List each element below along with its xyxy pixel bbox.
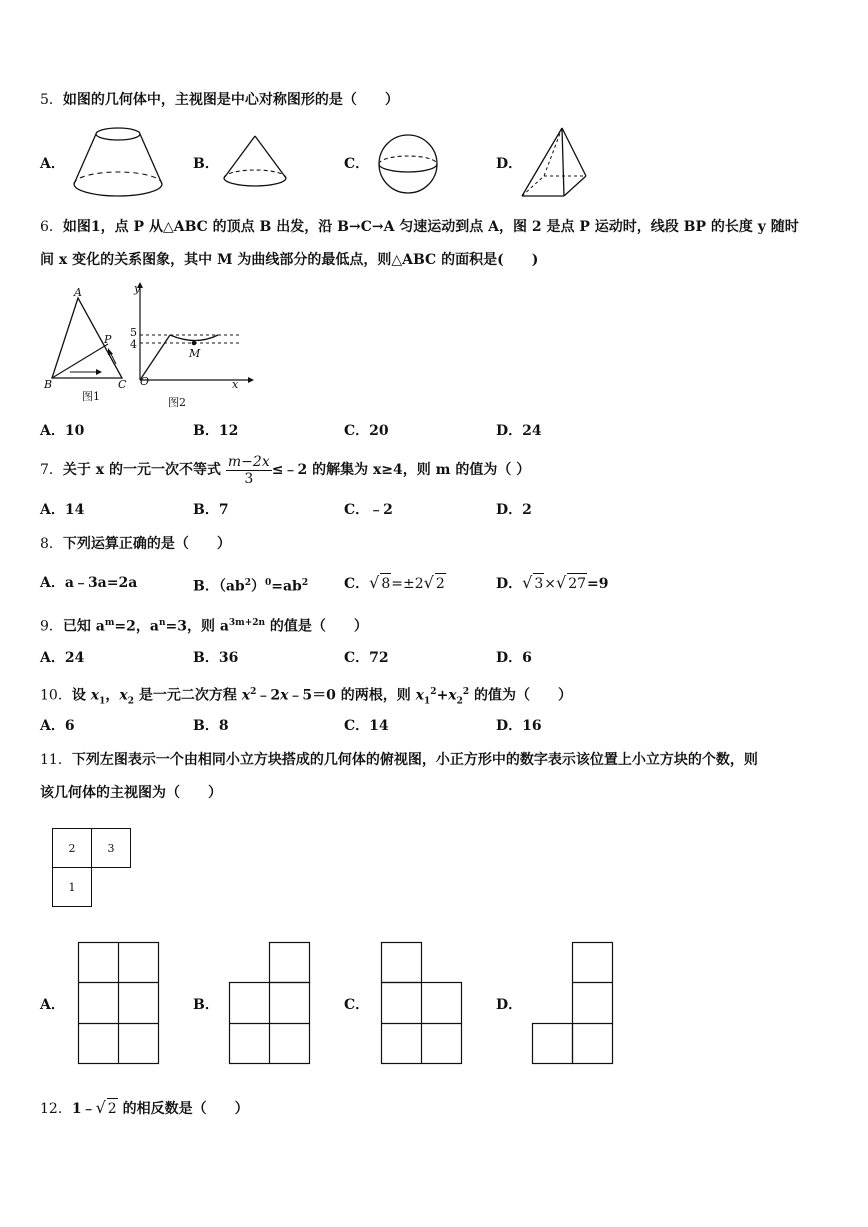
q10-option-a — [40, 716, 75, 736]
question-text: 设 — [71, 687, 91, 704]
option-label: A． — [40, 718, 65, 734]
question-text-post: ≤﹣2 的解集为 x≥4，则 m 的值为（ ） — [271, 462, 531, 478]
expr-part: =±2 — [391, 576, 424, 592]
superscript: 2 — [430, 687, 437, 697]
question-5 — [40, 90, 399, 110]
superscript: 2 — [462, 687, 470, 697]
option-value: 14 — [369, 718, 389, 734]
option-label: C． — [344, 576, 370, 592]
option-label: A． — [40, 575, 65, 591]
option-value: 2 — [522, 502, 532, 518]
fig2-origin-label: O — [140, 375, 150, 388]
option-label: C． — [344, 502, 370, 518]
question-text: =3，则 a — [165, 618, 229, 635]
option-value: 20 — [369, 423, 389, 439]
question-text: 1﹣ — [71, 1101, 96, 1117]
fraction-denominator: 3 — [244, 470, 254, 487]
variable: x — [90, 687, 100, 704]
option-label: B． — [193, 650, 219, 666]
option-value: 12 — [218, 423, 239, 439]
question-text-line2: 间 x 变化的关系图象，其中 M 为曲线部分的最低点，则△ABC 的面积是( ) — [40, 252, 539, 268]
q7-option-c — [344, 500, 393, 520]
front-view-option-d — [532, 942, 614, 1066]
option-value: 16 — [522, 718, 542, 734]
option-value: 24 — [522, 423, 542, 439]
option-a-label: A． — [40, 156, 65, 172]
option-value: 10 — [64, 423, 85, 439]
question-number: 10． — [40, 687, 72, 704]
option-value: 6 — [522, 650, 532, 666]
q6-option-a — [40, 421, 84, 441]
question-11-line2 — [40, 783, 222, 803]
question-number: 11． — [40, 752, 72, 768]
expr-part: =ab — [271, 578, 302, 595]
option-label: D． — [496, 718, 523, 734]
question-number: 5． — [40, 92, 63, 108]
q6-option-c — [344, 421, 389, 441]
superscript: 0 — [264, 578, 272, 588]
radical-icon: √ — [556, 573, 567, 592]
fig1-label-p: P — [104, 333, 112, 346]
question-text: 如图的几何体中，主视图是中心对称图形的是（ ） — [62, 92, 399, 108]
option-value: a﹣3a=2a — [64, 575, 138, 591]
superscript: 2 — [301, 578, 309, 588]
variable: x — [415, 687, 425, 704]
radical-icon: √ — [522, 573, 533, 592]
option-value: 6 — [64, 718, 75, 734]
radicand: 8 — [380, 573, 391, 594]
option-value: ﹣2 — [369, 502, 393, 518]
option-value: 24 — [64, 650, 85, 666]
question-text-line1: 下列左图表示一个由相同小立方块搭成的几何体的俯视图，小正方形中的数字表示该位置上小立方块的个数，则 — [71, 752, 758, 768]
question-text: ﹣5＝0 的两根，则 — [288, 687, 416, 704]
question-number: 12． — [40, 1101, 72, 1117]
radical-icon: √ — [423, 573, 434, 592]
question-text-line1: 如图1，点 P 从△ABC 的顶点 B 出发，沿 B→C→A 匀速运动到点 A，图 2 是点 P 运动时，线段 BP 的长度 y 随时 — [62, 219, 799, 235]
question-text: =2，a — [114, 618, 159, 635]
question-text-line2: 该几何体的主视图为（ ） — [40, 785, 222, 801]
question-text-pre: 关于 x 的一元一次不等式 — [62, 462, 222, 478]
expr-part: × — [544, 576, 556, 592]
superscript: 2 — [244, 578, 251, 588]
radicand: 2 — [107, 1098, 118, 1119]
q11-option-d-label: D． — [496, 997, 523, 1013]
frustum-figure — [70, 124, 166, 200]
radicand: 2 — [435, 573, 446, 594]
question-6-line2 — [40, 250, 538, 270]
question-text: 已知 a — [62, 618, 105, 635]
option-label: B． — [193, 578, 219, 595]
q10-option-c — [344, 716, 389, 736]
question-text: ， — [105, 687, 120, 704]
front-view-option-c — [381, 942, 463, 1066]
question-number: 6． — [40, 219, 63, 235]
option-label: C． — [344, 650, 370, 666]
q11-option-a-label: A． — [40, 997, 65, 1013]
top-view-cell-3: 3 — [91, 828, 131, 868]
question-7 — [40, 452, 530, 488]
q8-option-c — [344, 573, 446, 594]
option-label: C． — [344, 423, 370, 439]
question-number: 7． — [40, 462, 63, 478]
fig2-tick-4: 4 — [130, 338, 137, 351]
option-c-label: C． — [344, 156, 370, 172]
question-text: + — [436, 687, 449, 704]
radicand: 3 — [533, 573, 544, 594]
q10-option-b — [193, 716, 229, 736]
question-text: 的相反数是（ ） — [117, 1101, 249, 1117]
option-label: D． — [496, 502, 523, 518]
fig1-label-a: A — [74, 286, 82, 299]
front-view-option-a — [78, 942, 160, 1066]
superscript: n — [158, 618, 166, 628]
superscript: 3m+2n — [228, 618, 266, 628]
expr-part: ） — [250, 578, 265, 595]
radical-icon: √ — [95, 1098, 106, 1117]
fraction-numerator: m−2x — [227, 453, 270, 470]
expr-part: （ab — [218, 578, 245, 595]
option-label: A． — [40, 502, 65, 518]
option-label: D． — [496, 576, 523, 592]
pyramid-figure — [518, 126, 590, 200]
fig1-label-b: B — [44, 378, 53, 391]
fraction — [226, 454, 272, 487]
question-9 — [40, 613, 368, 637]
sphere-figure — [376, 134, 440, 194]
option-value: 8 — [218, 718, 229, 734]
fig1-caption: 图1 — [82, 390, 100, 403]
q8-option-d — [496, 573, 609, 594]
fig2-x-label: x — [232, 378, 239, 391]
expr-part: =9 — [587, 576, 609, 592]
radicand: 27 — [567, 573, 587, 594]
option-label: D． — [496, 650, 523, 666]
cone-figure — [220, 134, 290, 192]
figure-2-graph — [130, 280, 260, 390]
option-label: A． — [40, 650, 65, 666]
question-8 — [40, 534, 231, 554]
fig2-y-label: y — [134, 282, 141, 295]
fig2-tick-5: 5 — [130, 326, 137, 339]
q11-option-c-label: C． — [344, 997, 370, 1013]
q9-option-c — [344, 648, 389, 668]
q8-option-b — [193, 573, 308, 597]
q7-option-b — [193, 500, 229, 520]
question-text: ﹣2 — [256, 687, 281, 704]
option-value: 14 — [64, 502, 85, 518]
subscript: 2 — [127, 696, 134, 707]
subscript: 2 — [456, 696, 463, 707]
option-label: B． — [193, 423, 219, 439]
radical-icon: √ — [369, 573, 380, 592]
question-10 — [40, 682, 572, 711]
variable: x — [280, 687, 289, 704]
option-d-label: D． — [496, 156, 523, 172]
q9-option-d — [496, 648, 532, 668]
q9-option-b — [193, 648, 238, 668]
q6-option-b — [193, 421, 238, 441]
option-label: D． — [496, 423, 523, 439]
question-text: 下列运算正确的是（ ） — [62, 536, 231, 552]
q6-option-d — [496, 421, 542, 441]
option-value: 72 — [369, 650, 389, 666]
option-b-label: B． — [193, 156, 219, 172]
q9-option-a — [40, 648, 84, 668]
subscript: 1 — [424, 696, 431, 707]
question-number: 8． — [40, 536, 63, 552]
variable: x — [119, 687, 128, 704]
q8-option-a — [40, 573, 137, 593]
question-number: 9． — [40, 618, 63, 635]
question-text: 是一元二次方程 — [133, 687, 242, 704]
question-12 — [40, 1098, 249, 1119]
option-value: 36 — [218, 650, 239, 666]
option-label: C． — [344, 718, 370, 734]
superscript: 2 — [250, 687, 257, 697]
subscript: 1 — [99, 696, 106, 707]
question-text: 的值是（ ） — [265, 618, 368, 635]
q7-option-d — [496, 500, 532, 520]
fig2-caption: 图2 — [168, 396, 186, 409]
question-11 — [40, 750, 758, 770]
option-label: A． — [40, 423, 65, 439]
superscript: m — [104, 618, 115, 628]
option-label: B． — [193, 502, 219, 518]
top-view-cell-1: 1 — [52, 867, 92, 907]
q11-option-b-label: B． — [193, 997, 219, 1013]
question-6 — [40, 217, 799, 237]
variable: x — [448, 687, 457, 704]
question-text: 的值为（ ） — [469, 687, 573, 704]
q7-option-a — [40, 500, 84, 520]
top-view-cell-2: 2 — [52, 828, 92, 868]
option-value: 7 — [218, 502, 229, 518]
q10-option-d — [496, 716, 542, 736]
option-label: B． — [193, 718, 219, 734]
fig1-label-c: C — [118, 378, 127, 391]
variable: x — [241, 687, 251, 704]
front-view-option-b — [229, 942, 311, 1066]
fig2-m-label: M — [189, 347, 201, 360]
